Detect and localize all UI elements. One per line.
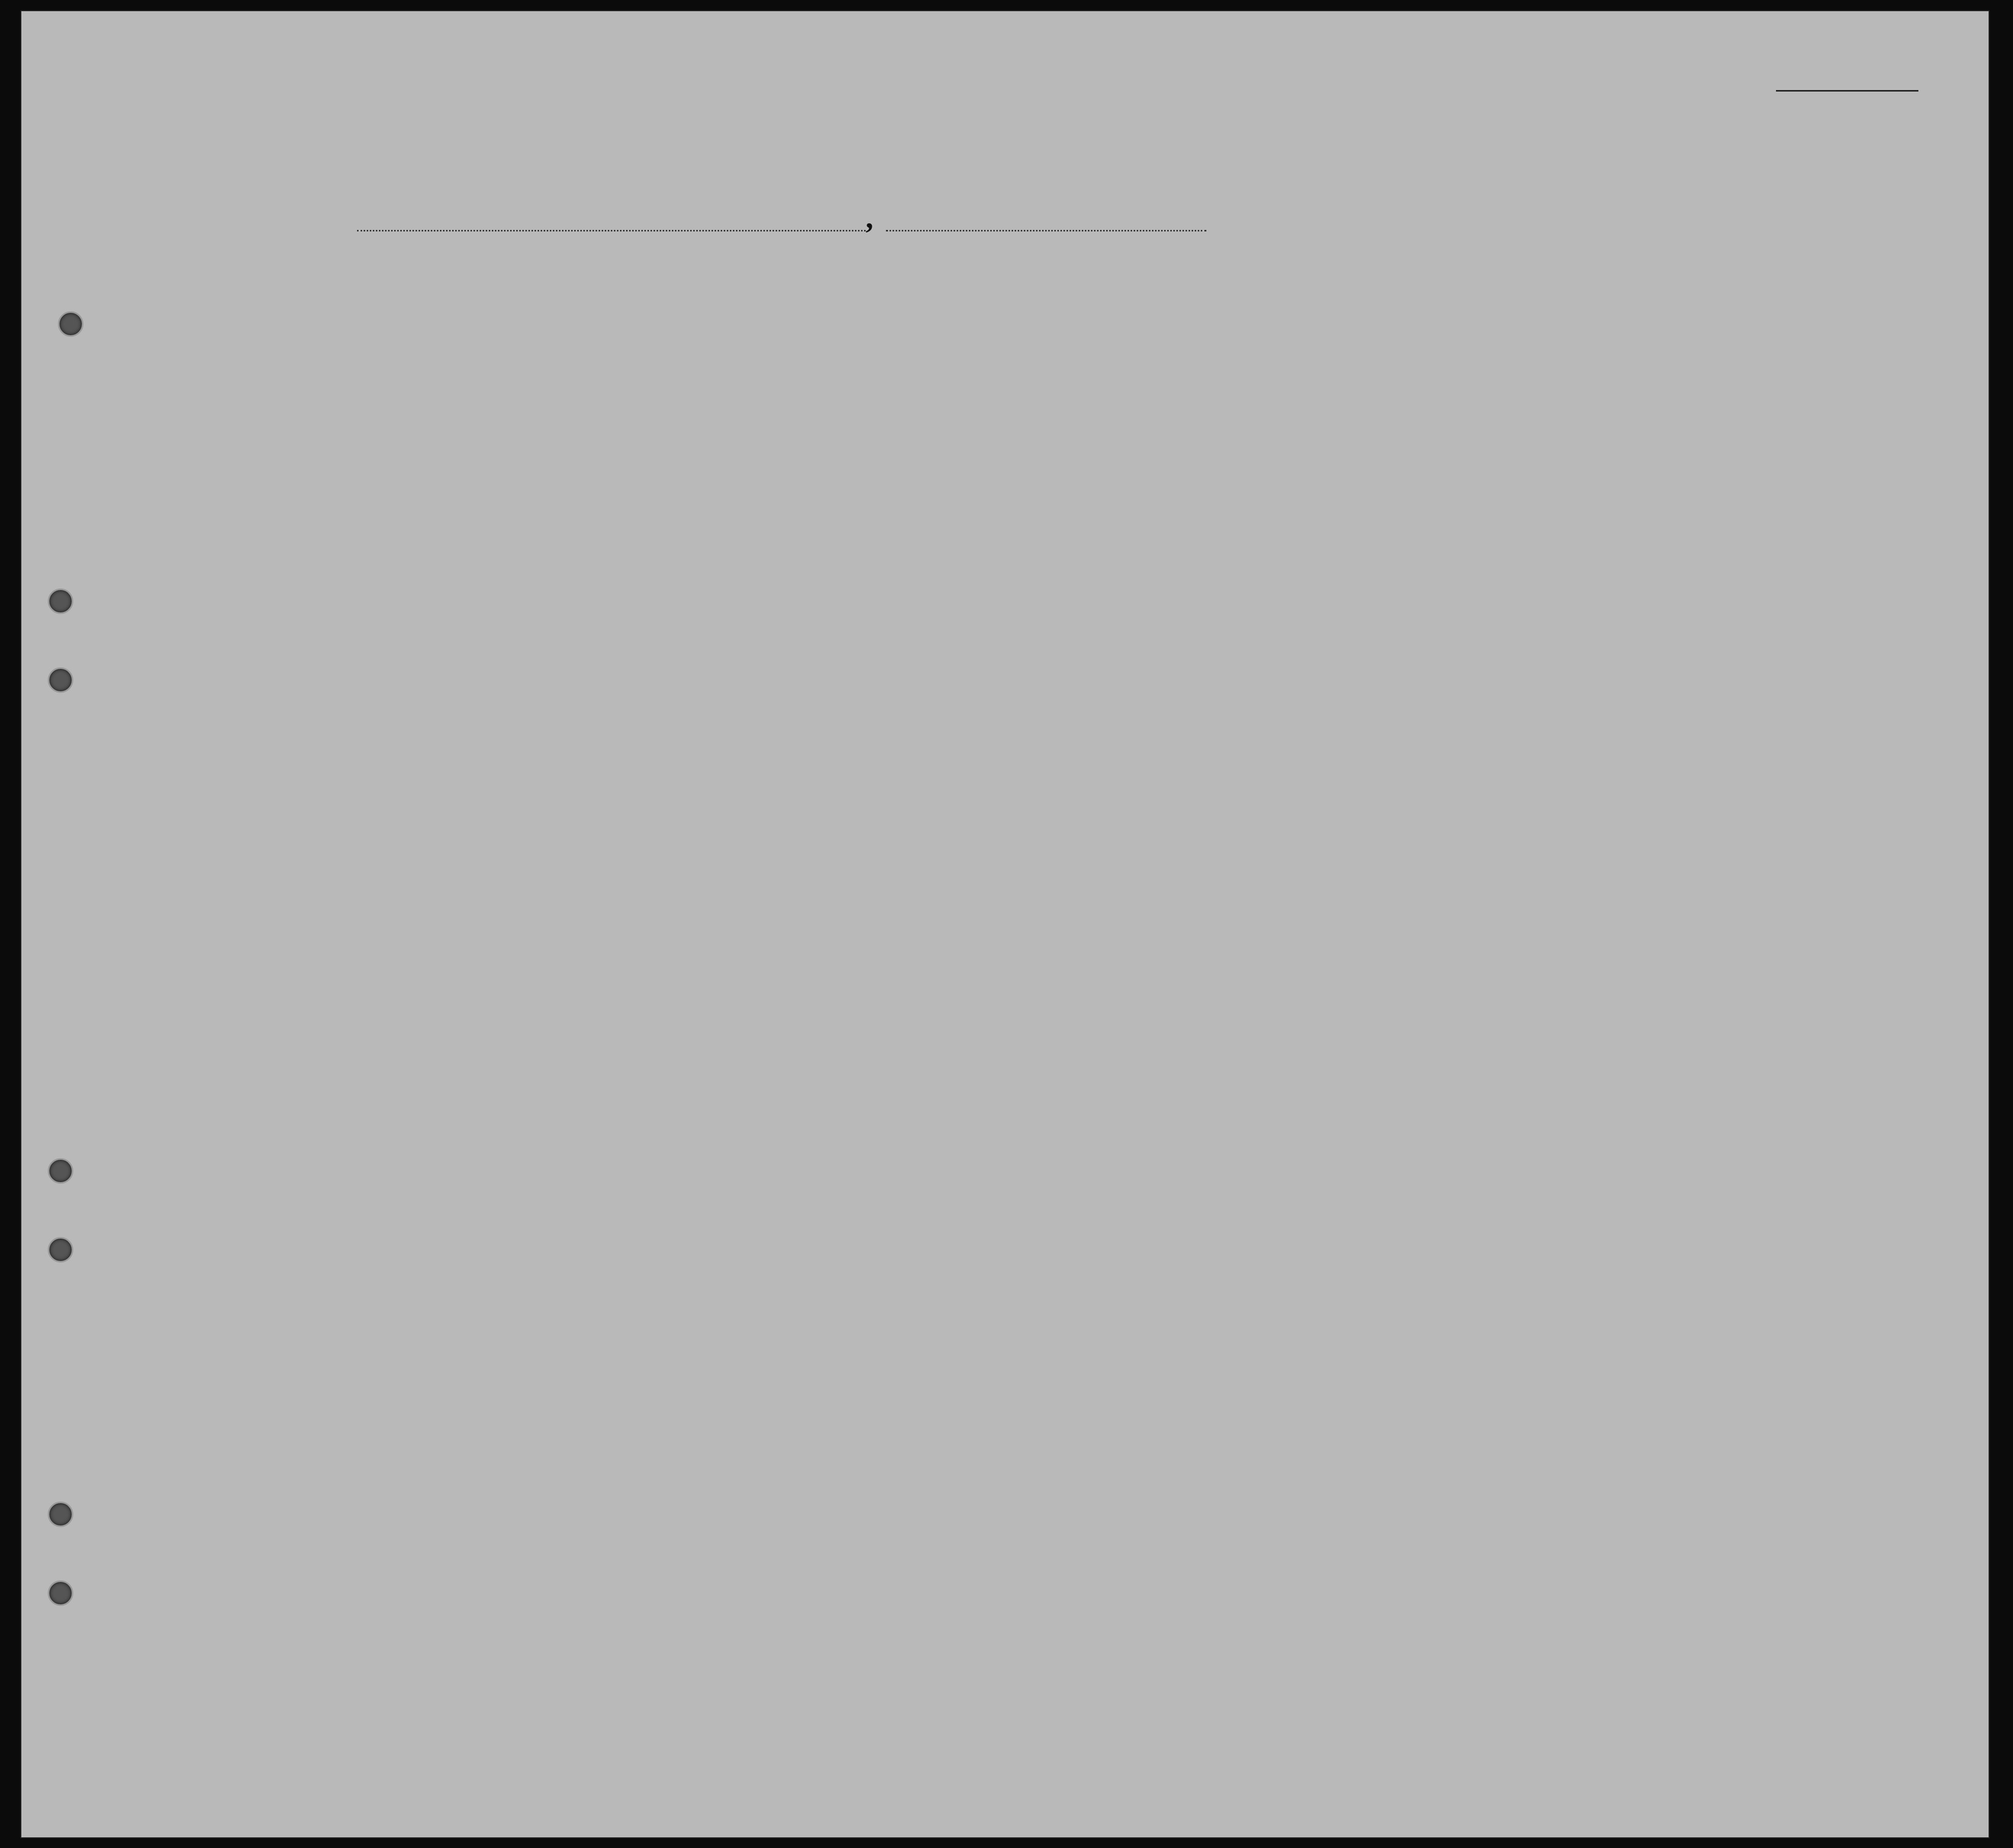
binder-hole bbox=[48, 1237, 73, 1263]
binder-hole bbox=[48, 589, 73, 614]
binder-hole bbox=[48, 1158, 73, 1184]
manifest-grid bbox=[21, 11, 1989, 1837]
binder-hole bbox=[58, 311, 83, 337]
binder-hole bbox=[48, 667, 73, 693]
comma: , bbox=[866, 201, 873, 234]
manifest-sheet bbox=[20, 10, 1990, 1838]
binder-hole bbox=[48, 1502, 73, 1527]
binder-hole bbox=[48, 1580, 73, 1606]
